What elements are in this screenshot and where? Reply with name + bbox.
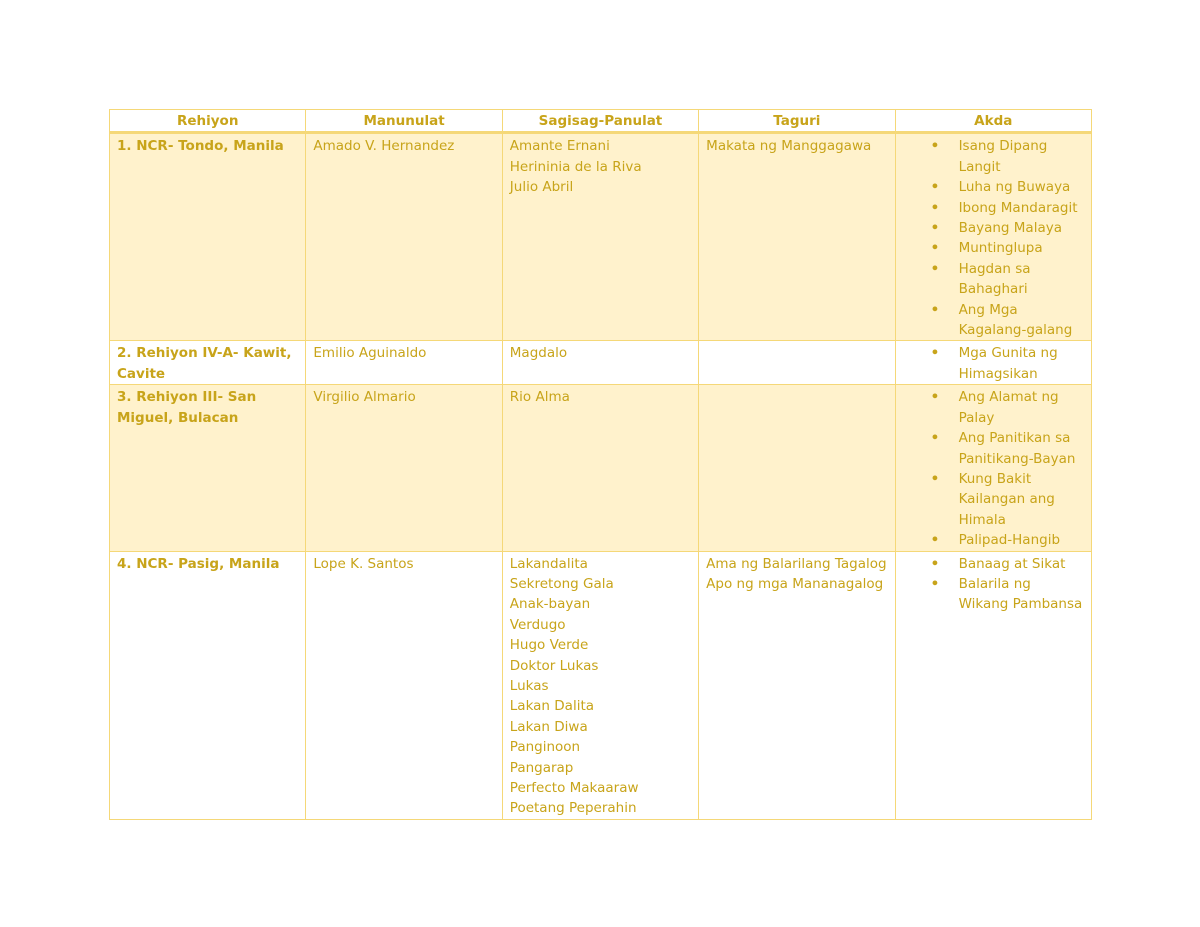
region-cell: 1. NCR- Tondo, Manila	[110, 133, 306, 341]
bullet-icon: •	[930, 575, 940, 592]
bullet-icon: •	[930, 555, 940, 572]
pen-name: Doktor Lukas	[509, 657, 599, 674]
works-cell	[895, 385, 1091, 551]
work-item	[903, 177, 1084, 197]
epithet-cell	[699, 133, 895, 341]
work-title: Ang Panitikan sa Panitikang-Bayan	[958, 430, 1076, 467]
work-title: Palipad-Hangib	[958, 532, 1061, 549]
work-item	[903, 343, 1084, 384]
pen-name: Verdugo	[509, 616, 566, 633]
pen-name: Amante Ernani	[509, 138, 610, 155]
header-row	[110, 110, 1092, 133]
table-body	[110, 133, 1092, 819]
work-title: Banaag at Sikat	[958, 555, 1066, 572]
epithet: Makata ng Manggagawa	[706, 138, 872, 155]
pen-name: Panginoon	[509, 739, 581, 756]
pen-name: Julio Abril	[509, 179, 574, 196]
header-manunulat: Manunulat	[306, 110, 502, 133]
author-cell: Lope K. Santos	[306, 551, 502, 819]
header-taguri: Taguri	[699, 110, 895, 133]
epithet-cell	[699, 385, 895, 551]
bullet-icon: •	[930, 138, 940, 155]
table-row	[110, 133, 1092, 341]
work-title: Balarila ng Wikang Pambansa	[958, 575, 1083, 613]
bullet-icon: •	[930, 179, 940, 196]
writers-table	[109, 109, 1092, 820]
work-item	[903, 530, 1084, 550]
work-item	[903, 259, 1084, 300]
epithet-cell	[699, 551, 895, 819]
bullet-icon: •	[930, 430, 940, 447]
pen-name: Hugo Verde	[509, 637, 589, 654]
bullet-icon: •	[930, 199, 940, 216]
work-title: Mga Gunita ng Himagsikan	[958, 345, 1058, 382]
table-row	[110, 385, 1092, 551]
pen-name: Lakandalita	[509, 555, 588, 572]
work-title: Ang Alamat ng Palay	[958, 389, 1059, 426]
pen-name: Rio Alma	[509, 389, 570, 406]
work-item	[903, 300, 1084, 341]
work-item	[903, 218, 1084, 238]
works-list	[903, 136, 1084, 340]
work-item	[903, 428, 1084, 469]
bullet-icon: •	[930, 389, 940, 406]
works-list	[903, 387, 1084, 550]
work-item	[903, 554, 1084, 574]
pen-name: Lakan Diwa	[509, 718, 588, 735]
table-row	[110, 551, 1092, 819]
region-cell: 3. Rehiyon III- San Miguel, Bulacan	[110, 385, 306, 551]
pen-names-cell	[502, 133, 698, 341]
work-item	[903, 469, 1084, 530]
work-title: Ang Mga Kagalang-galang	[958, 301, 1073, 339]
bullet-icon: •	[930, 240, 940, 257]
header-sagisag-panulat: Sagisag-Panulat	[502, 110, 698, 133]
bullet-icon: •	[930, 220, 940, 237]
pen-names-cell	[502, 385, 698, 551]
header-rehiyon: Rehiyon	[110, 110, 306, 133]
epithet: Ama ng Balarilang Tagalog	[706, 555, 887, 572]
work-item	[903, 238, 1084, 258]
work-title: Hagdan sa Bahaghari	[958, 260, 1031, 298]
work-title: Ibong Mandaragit	[958, 199, 1078, 216]
pen-name: Sekretong Gala	[509, 575, 614, 592]
bullet-icon: •	[930, 301, 940, 318]
work-item	[903, 574, 1084, 615]
author-cell: Virgilio Almario	[306, 385, 502, 551]
works-list	[903, 554, 1084, 615]
pen-name: Anak-bayan	[509, 596, 591, 613]
work-item	[903, 198, 1084, 218]
bullet-icon: •	[930, 345, 940, 362]
pen-name: Herininia de la Riva	[509, 158, 642, 175]
works-cell	[895, 341, 1091, 385]
work-item	[903, 387, 1084, 428]
pen-names-cell	[502, 341, 698, 385]
bullet-icon: •	[930, 260, 940, 277]
pen-name: Magdalo	[509, 345, 568, 362]
works-cell	[895, 551, 1091, 819]
bullet-icon: •	[930, 532, 940, 549]
epithet: Apo ng mga Mananagalog	[706, 575, 884, 592]
pen-name: Poetang Peperahin	[509, 800, 637, 817]
work-title: Luha ng Buwaya	[958, 179, 1071, 196]
epithet-cell	[699, 341, 895, 385]
region-cell: 4. NCR- Pasig, Manila	[110, 551, 306, 819]
pen-name: Pangarap	[509, 759, 574, 776]
work-title: Isang Dipang Langit	[958, 138, 1048, 175]
work-title: Muntinglupa	[958, 240, 1043, 257]
works-cell	[895, 133, 1091, 341]
work-title: Bayang Malaya	[958, 220, 1062, 237]
table-row	[110, 341, 1092, 385]
author-cell: Amado V. Hernandez	[306, 133, 502, 341]
author-cell: Emilio Aguinaldo	[306, 341, 502, 385]
work-title: Kung Bakit Kailangan ang Himala	[958, 470, 1055, 528]
pen-name: Lukas	[509, 677, 549, 694]
header-akda: Akda	[895, 110, 1091, 133]
works-list	[903, 343, 1084, 384]
bullet-icon: •	[930, 470, 940, 487]
pen-name: Lakan Dalita	[509, 698, 595, 715]
region-cell: 2. Rehiyon IV-A- Kawit, Cavite	[110, 341, 306, 385]
pen-name: Perfecto Makaaraw	[509, 780, 639, 796]
pen-names-cell	[502, 551, 698, 819]
work-item	[903, 136, 1084, 177]
